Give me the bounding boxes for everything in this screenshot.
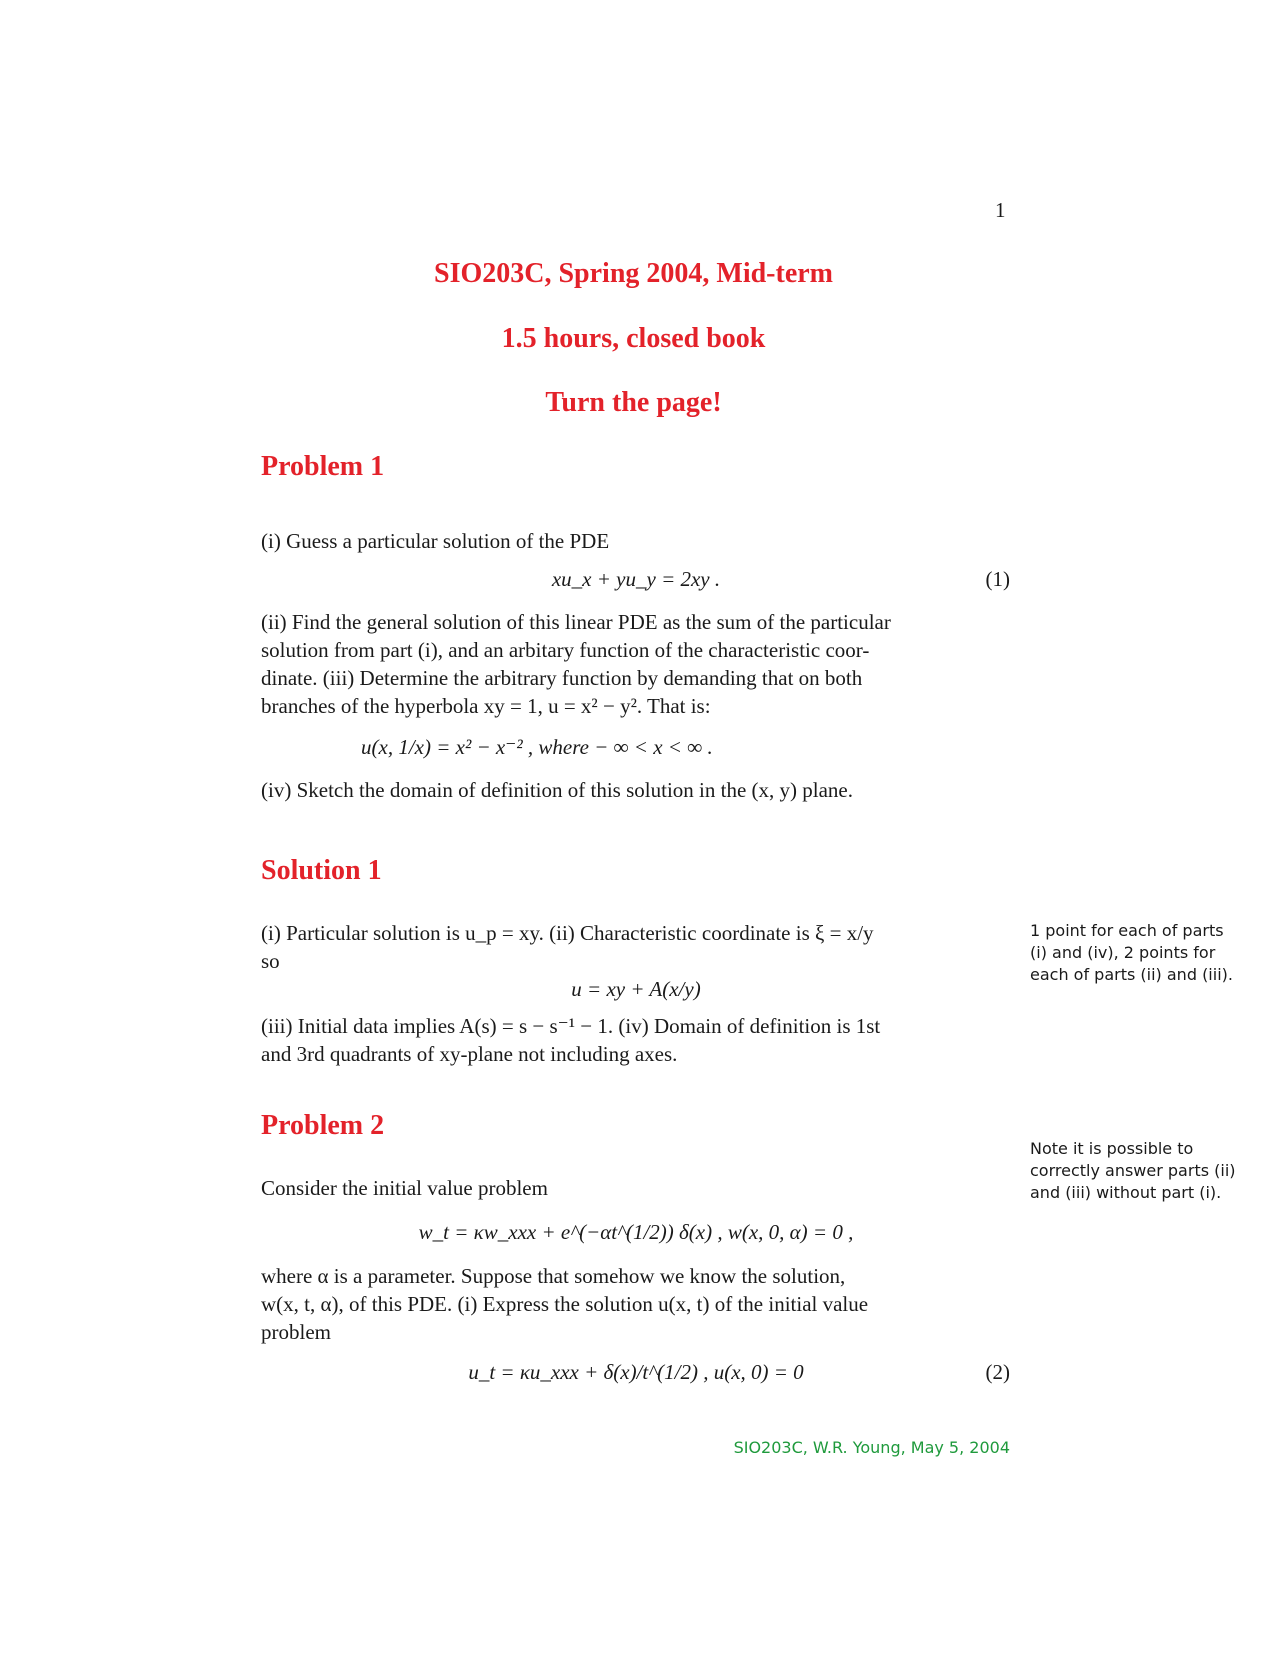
problem-1-line-2: solution from part (i), and an arbitary function of the characteristic coor- — [261, 638, 870, 662]
problem-2-line-1: where α is a parameter. Suppose that somehow we know the solution, — [261, 1264, 846, 1288]
problem-2-heading: Problem 2 — [261, 1110, 385, 1141]
solution-1-margin-note — [1030, 920, 1250, 986]
equation-2: u_t = κu_xxx + δ(x)/t^(1/2) , u(x, 0) = 0 — [468, 1360, 804, 1384]
margin-note-line: each of parts (ii) and (iii). — [1030, 965, 1233, 984]
exam-subtitle: 1.5 hours, closed book — [501, 323, 766, 354]
margin-note-line: (i) and (iv), 2 points for — [1030, 943, 1216, 962]
problem-2-line-2: w(x, t, α), of this PDE. (i) Express the solution u(x, t) of the initial value — [261, 1292, 869, 1316]
footer: SIO203C, W.R. Young, May 5, 2004 — [733, 1438, 1010, 1457]
equation-w: w_t = κw_xxx + e^(−αt^(1/2)) δ(x) , w(x, 0, α) = 0 , — [418, 1220, 854, 1244]
solution-1-equation: u = xy + A(x/y) — [571, 977, 701, 1001]
problem-1-part-ii-iii — [261, 608, 1011, 720]
problem-1-part-i — [261, 527, 1011, 555]
problem-1-line-1: (ii) Find the general solution of this linear PDE as the sum of the particular — [261, 610, 891, 634]
solution-1-line-4: and 3rd quadrants of xy-plane not including axes. — [261, 1042, 678, 1066]
margin-note-line: and (iii) without part (i). — [1030, 1183, 1222, 1202]
problem-2-margin-note — [1030, 1138, 1250, 1204]
problem-1-part-i-text: (i) Guess a particular solution of the PDE — [261, 529, 610, 553]
problem-2-intro: Consider the initial value problem — [261, 1176, 548, 1200]
problem-2-line-3: problem — [261, 1320, 331, 1344]
solution-1-heading: Solution 1 — [261, 855, 382, 886]
initial-condition-equation: u(x, 1/x) = x² − x⁻² , where − ∞ < x < ∞ . — [361, 735, 713, 759]
solution-1-line-3: (iii) Initial data implies A(s) = s − s⁻¹ − 1. (iv) Domain of definition is 1st — [261, 1014, 881, 1038]
margin-note-line: 1 point for each of parts — [1030, 921, 1224, 940]
exam-title: SIO203C, Spring 2004, Mid-term — [434, 258, 833, 289]
page-number: 1 — [995, 198, 1006, 222]
problem-1-line-3: dinate. (iii) Determine the arbitrary function by demanding that on both — [261, 666, 863, 690]
solution-1-part-iii-iv — [261, 1012, 1011, 1068]
margin-note-line: correctly answer parts (ii) — [1030, 1161, 1236, 1180]
solution-1-line-1: (i) Particular solution is u_p = xy. (ii) Characteristic coordinate is ξ = x/y — [261, 921, 874, 945]
problem-1-heading: Problem 1 — [261, 451, 385, 482]
exam-instruction: Turn the page! — [545, 387, 722, 418]
problem-1-part-iv: (iv) Sketch the domain of definition of this solution in the (x, y) plane. — [261, 778, 853, 802]
equation-1-number: (1) — [985, 567, 1010, 591]
equation-2-number: (2) — [985, 1360, 1010, 1384]
problem-1-line-4: branches of the hyperbola xy = 1, u = x² − y². That is: — [261, 694, 711, 718]
equation-1: xu_x + yu_y = 2xy . — [551, 567, 721, 591]
margin-note-line: Note it is possible to — [1030, 1139, 1194, 1158]
problem-2-text — [261, 1262, 1011, 1346]
solution-1-line-2: so — [261, 949, 280, 973]
